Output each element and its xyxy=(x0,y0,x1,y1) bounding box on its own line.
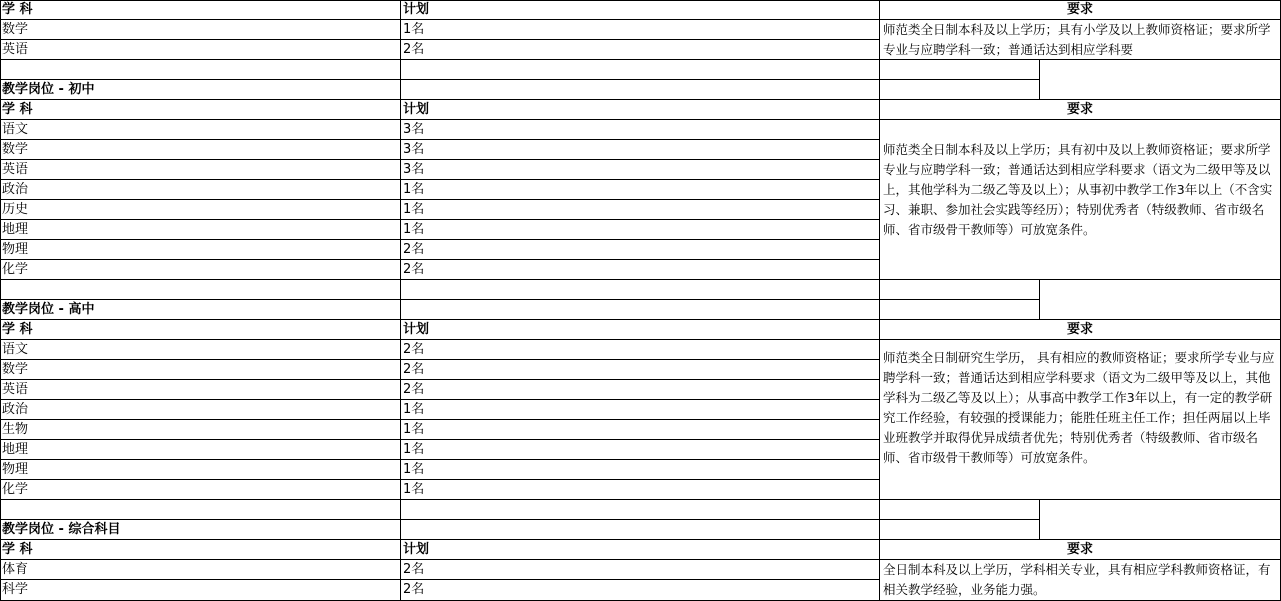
requirement-text: 师范类全日制本科及以上学历；具有小学及以上教师资格证；要求所学专业与应聘学科一致；普通话达到相应学科要 xyxy=(880,20,1281,60)
table-row-subject: 物理 xyxy=(0,240,401,260)
empty-cell xyxy=(880,520,1040,540)
table-row-subject: 英语 xyxy=(0,380,401,400)
table-row-plan: 1名 xyxy=(401,220,880,240)
empty-cell xyxy=(401,520,880,540)
header-requirement: 要求 xyxy=(880,100,1281,120)
table-row-plan: 1名 xyxy=(401,480,880,500)
table-row-plan: 2名 xyxy=(401,340,880,360)
requirement-text: 师范类全日制研究生学历， 具有相应的教师资格证；要求所学专业与应聘学科一致；普通话达到相应学科要求（语文为二级甲等及以上，其他学科为二级乙等及以上）；从事高中教学工作3年以上，有一定的教学研究工作经验，有较强的授课能力；能胜任班主任工作；担任两届以上毕业班教学并取得优异成绩者优先；特别优秀者（特级教师、省市级名师、省市级骨干教师等）可放宽条件。 xyxy=(880,340,1281,500)
table-row-subject: 数学 xyxy=(0,360,401,380)
empty-cell xyxy=(401,300,880,320)
table-row-plan: 2名 xyxy=(401,580,880,601)
table-row-plan: 2名 xyxy=(401,560,880,580)
table-row-subject: 历史 xyxy=(0,200,401,220)
empty-cell xyxy=(1040,60,1281,100)
table-row-subject: 化学 xyxy=(0,260,401,280)
empty-cell xyxy=(880,500,1040,520)
section-title-general: 教学岗位 - 综合科目 xyxy=(0,520,401,540)
table-row-subject: 数学 xyxy=(0,140,401,160)
section-title-junior: 教学岗位 - 初中 xyxy=(0,80,401,100)
empty-cell xyxy=(401,80,880,100)
empty-cell xyxy=(1040,280,1281,320)
table-row-plan: 1名 xyxy=(401,440,880,460)
table-row-plan: 2名 xyxy=(401,360,880,380)
header-subject: 学 科 xyxy=(0,540,401,560)
empty-cell xyxy=(880,60,1040,80)
requirement-text: 师范类全日制本科及以上学历；具有初中及以上教师资格证；要求所学专业与应聘学科一致；普通话达到相应学科要求（语文为二级甲等及以上，其他学科为二级乙等及以上）；从事初中教学工作3年以上（不含实习、兼职、参加社会实践等经历）；特别优秀者（特级教师、省市级名师、省市级骨干教师等）可放宽条件。 xyxy=(880,120,1281,280)
header-requirement: 要求 xyxy=(880,320,1281,340)
empty-cell xyxy=(1040,500,1281,540)
table-row-plan: 3名 xyxy=(401,140,880,160)
header-plan: 计划 xyxy=(401,100,880,120)
empty-cell xyxy=(880,80,1040,100)
table-row-subject: 生物 xyxy=(0,420,401,440)
requirement-text: 全日制本科及以上学历，学科相关专业，具有相应学科教师资格证，有相关教学经验，业务能力强。 xyxy=(880,560,1281,601)
table-row-plan: 1名 xyxy=(401,180,880,200)
table-row-subject: 政治 xyxy=(0,400,401,420)
empty-cell xyxy=(401,280,880,300)
header-requirement: 要求 xyxy=(880,0,1281,20)
empty-cell xyxy=(0,500,401,520)
table-row-plan: 3名 xyxy=(401,160,880,180)
section-title-senior: 教学岗位 - 高中 xyxy=(0,300,401,320)
table-row-subject: 语文 xyxy=(0,340,401,360)
table-row-plan: 1名 xyxy=(401,420,880,440)
table-row-subject: 地理 xyxy=(0,220,401,240)
table-row-plan: 3名 xyxy=(401,120,880,140)
table-row-subject: 体育 xyxy=(0,560,401,580)
table-row-subject: 政治 xyxy=(0,180,401,200)
table-row-plan: 2名 xyxy=(401,260,880,280)
header-subject: 学 科 xyxy=(0,100,401,120)
table-row-subject: 科学 xyxy=(0,580,401,601)
table-row-plan: 1名 xyxy=(401,200,880,220)
table-row-plan: 2名 xyxy=(401,40,880,60)
table-row-subject: 英语 xyxy=(0,160,401,180)
empty-cell xyxy=(401,60,880,80)
header-subject: 学 科 xyxy=(0,320,401,340)
table-row-subject: 数学 xyxy=(0,20,401,40)
table-row-subject: 化学 xyxy=(0,480,401,500)
empty-cell xyxy=(0,60,401,80)
table-row-plan: 1名 xyxy=(401,460,880,480)
table-row-subject: 语文 xyxy=(0,120,401,140)
header-requirement: 要求 xyxy=(880,540,1281,560)
header-subject: 学 科 xyxy=(0,0,401,20)
table-row-plan: 1名 xyxy=(401,400,880,420)
empty-cell xyxy=(0,280,401,300)
header-plan: 计划 xyxy=(401,320,880,340)
table-row-subject: 物理 xyxy=(0,460,401,480)
table-row-plan: 1名 xyxy=(401,20,880,40)
table-row-subject: 英语 xyxy=(0,40,401,60)
header-plan: 计划 xyxy=(401,0,880,20)
table-row-plan: 2名 xyxy=(401,380,880,400)
table-row-subject: 地理 xyxy=(0,440,401,460)
header-plan: 计划 xyxy=(401,540,880,560)
empty-cell xyxy=(880,300,1040,320)
empty-cell xyxy=(880,280,1040,300)
empty-cell xyxy=(401,500,880,520)
table-row-plan: 2名 xyxy=(401,240,880,260)
